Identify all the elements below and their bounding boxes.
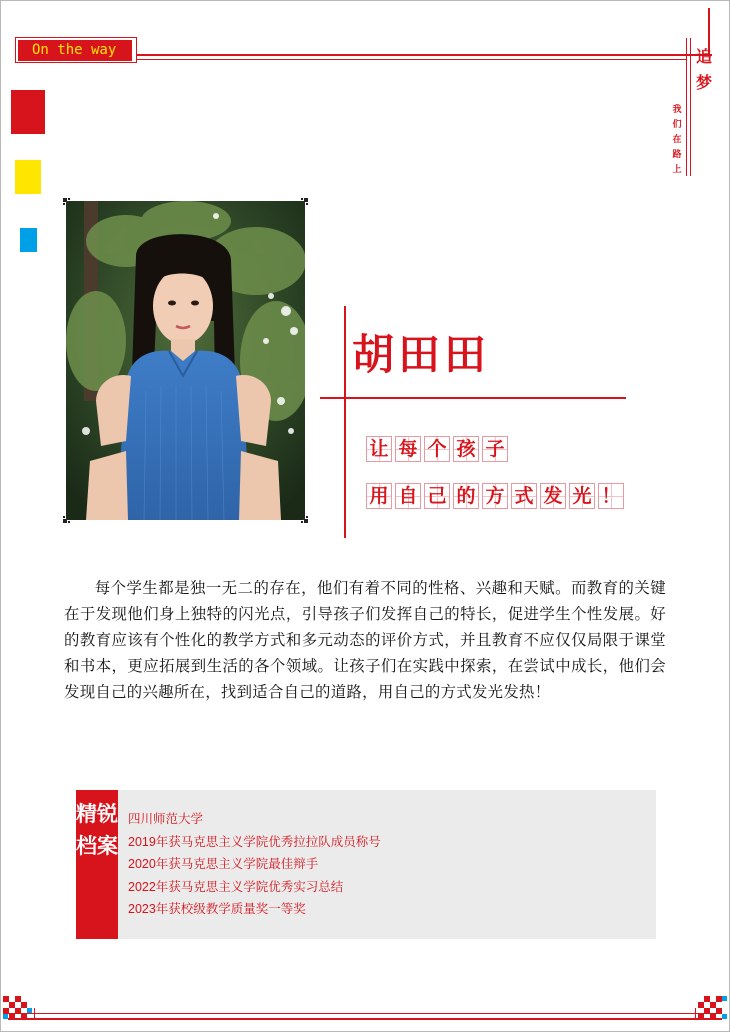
motto-char: 孩 xyxy=(453,436,479,462)
bottom-tick xyxy=(34,1008,35,1018)
checker-ornament-left xyxy=(3,996,33,1024)
motto-char: 发 xyxy=(540,483,566,509)
archive-list xyxy=(128,808,381,921)
motto-char: 让 xyxy=(366,436,392,462)
education-philosophy-paragraph: 每个学生都是独一无二的存在，他们有着不同的性格、兴趣和天赋。而教育的关键在于发现他们身上独特的闪光点，引导孩子们发挥自己的特长，促进学生个性发展。好的教育应该有个性化的教学方式和多元动态的评价方式，并且教育不应仅仅局限于课堂和书本，更应拓展到生活的各个领域。让孩子们在实践中探索，在尝试中成长，他们会发现自己的兴趣所在，找到适合自己的道路，用自己的方式发光发热！ xyxy=(64,579,666,701)
motto-char: 用 xyxy=(366,483,392,509)
list-item: 2022年获马克思主义学院优秀实习总结 xyxy=(128,879,344,894)
corner-ornament xyxy=(298,513,308,523)
checker-ornament-right xyxy=(698,996,728,1024)
side-rule-left xyxy=(686,38,687,176)
motto-char: 光 xyxy=(569,483,595,509)
blue-block xyxy=(20,228,37,252)
on-the-way-tag: On the way xyxy=(18,40,132,61)
motto-line-1 xyxy=(366,436,511,462)
bottom-rule-thin xyxy=(8,1013,722,1014)
list-item: 四川师范大学 xyxy=(128,812,204,826)
motto-char: 子 xyxy=(482,436,508,462)
motto-char: ！ xyxy=(598,483,624,509)
top-rule-thin xyxy=(137,59,687,60)
motto-char: 己 xyxy=(424,483,450,509)
list-item: 2020年获马克思主义学院最佳辩手 xyxy=(128,857,319,871)
top-rule xyxy=(137,54,712,56)
corner-ornament xyxy=(63,513,73,523)
bottom-rule xyxy=(8,1018,722,1020)
portrait-illustration xyxy=(66,201,305,520)
side-subtitle: 我们在路上 xyxy=(672,105,682,175)
profile-name: 胡田田 xyxy=(352,330,491,379)
red-block xyxy=(11,90,45,134)
yellow-block xyxy=(15,160,41,194)
motto-char: 的 xyxy=(453,483,479,509)
list-item: 2023年获校级教学质量奖一等奖 xyxy=(128,902,306,916)
corner-ornament xyxy=(298,198,308,208)
motto-char: 式 xyxy=(511,483,537,509)
portrait-photo xyxy=(66,201,305,520)
name-vertical-rule xyxy=(344,306,346,538)
bottom-tick xyxy=(695,1008,696,1018)
portrait-frame xyxy=(63,198,308,523)
name-horizontal-rule xyxy=(320,397,626,399)
list-item: 2019年获马克思主义学院优秀拉拉队成员称号 xyxy=(128,834,381,849)
motto-char: 每 xyxy=(395,436,421,462)
motto-char: 方 xyxy=(482,483,508,509)
archive-title: 精锐档案 xyxy=(76,801,118,858)
motto-char: 个 xyxy=(424,436,450,462)
corner-ornament xyxy=(63,198,73,208)
motto-line-2 xyxy=(366,483,627,509)
side-rule-right xyxy=(690,38,691,176)
side-title: 追梦 xyxy=(695,47,712,92)
motto-char: 自 xyxy=(395,483,421,509)
